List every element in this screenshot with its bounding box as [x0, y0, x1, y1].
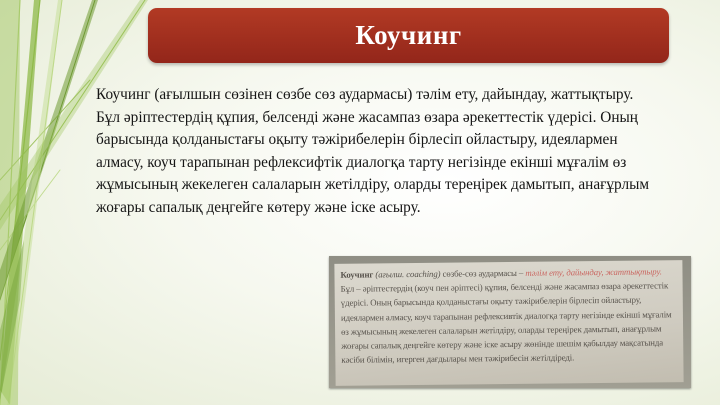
- textbook-origin: (ағылш. coaching): [375, 268, 441, 280]
- textbook-translation: тәлім ету, дайындау, жаттықтыру.: [525, 266, 662, 278]
- body-paragraph: Коучинг (ағылшын сөзінен сөзбе сөз аудармасы) тәлім ету, дайындау, жаттықтыру. Бұл әріптестердің құпия, белсенді және жасампаз өзара әрекеттестік үдерісі. Оның барысында қолданыстағы оқыту тәжірибелерін бірлесіп ойластыру, идеялармен алмасу, коуч тарапынан рефлексифтік диалогқа тарту негізінде екінші мұғалім өз жұмысының жекелеген салаларын жетілдіру, оларды тереңірек дамытып, анағұрлым жоғары сапалық деңгейге көтеру және іске асыру.: [96, 86, 650, 216]
- textbook-lead: сөзбе-сөз аудармасы –: [440, 267, 526, 279]
- textbook-page: [334, 260, 683, 386]
- title-bar: [148, 8, 669, 63]
- textbook-text: [340, 264, 677, 367]
- textbook-photo: [329, 256, 691, 388]
- textbook-term: Коучинг: [340, 269, 374, 280]
- textbook-rest: Бұл – әріптестердің (коуч пен әріптесі) құпия, белсенді және жасампаз өзара әрекеттестік үдерісі. Оның барысында қолданыстағы оқыту тәжірибелерін бірлесіп ойластыру, идеялармен алмасу, коуч тарапынан рефлексивтік диалогқа тарту негізінде екінші мұғалім өз жұмысының жекелеген салаларын жетілдіру, оларды тереңірек дамытып, анағұрлым жоғары сапалық деңгейге көтеру және іске асыру жөнінде шешім қабылдау мақсатында кәсіби білімін, игерген дағдылары мен тәжірибесін жетілдіреді.: [340, 280, 672, 365]
- slide-title: Коучинг: [355, 20, 462, 50]
